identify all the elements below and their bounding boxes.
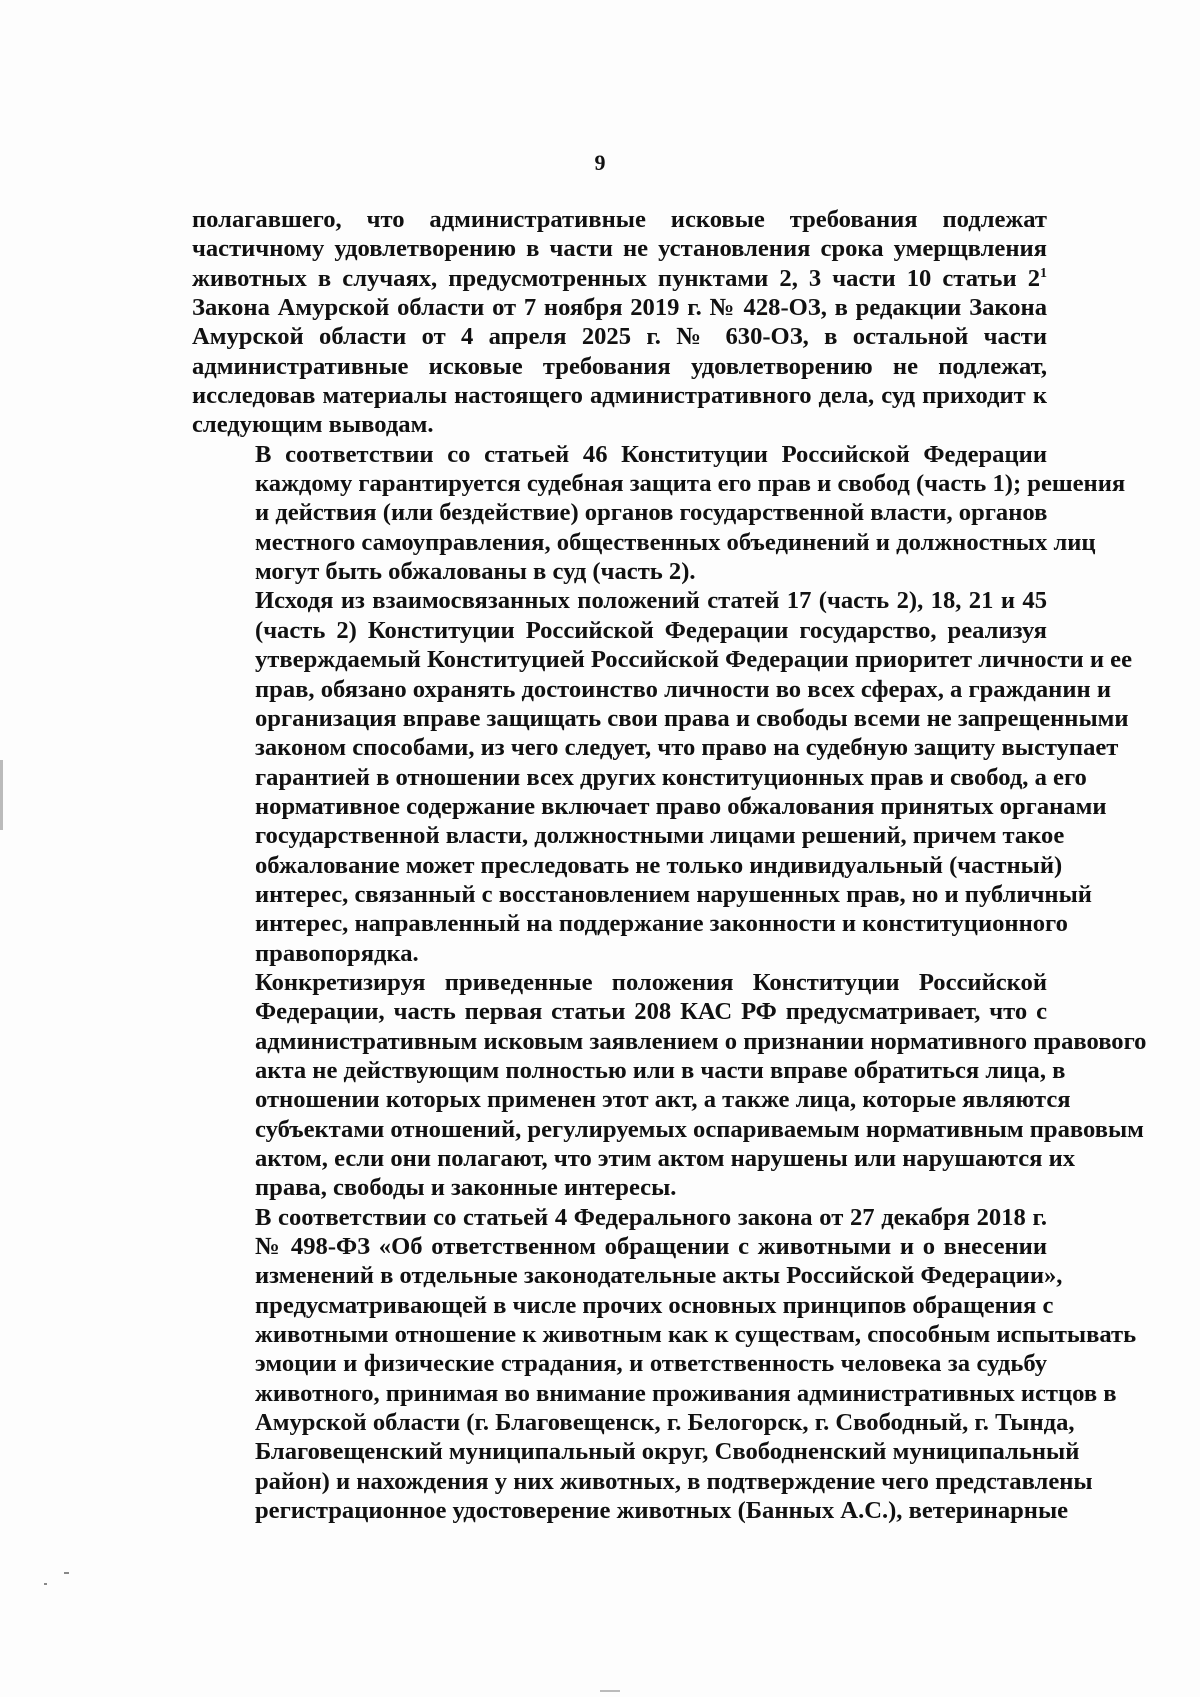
text-line: животного, принимая во внимание проживания административных истцов в (255, 1379, 1117, 1407)
text-line: № 498-ФЗ «Об ответственном обращении с животными и о внесении (255, 1233, 1047, 1261)
text-line: Федерации, часть первая статьи 208 КАС РФ предусматривает, что с (255, 998, 1047, 1026)
scan-artifact-dot (44, 1583, 47, 1585)
paragraph (192, 968, 1147, 1203)
text-line: исследовав материалы настоящего административного дела, суд приходит к (192, 382, 1047, 410)
text-line: изменений в отдельные законодательные акты Российской Федерации», (255, 1262, 1063, 1290)
paragraph (192, 205, 1047, 440)
text-line: животными отношение к животным как к существам, способным испытывать (255, 1321, 1137, 1349)
text-line: правопорядка. (255, 939, 419, 967)
text-line: эмоции и физические страдания, и ответственность человека за судьбу (255, 1350, 1047, 1378)
text-line: следующим выводам. (192, 411, 434, 439)
text-line: нормативное содержание включает право обжалования принятых органами (255, 792, 1107, 820)
text-line: (часть 2) Конституции Российской Федерации государство, реализуя (255, 616, 1047, 644)
scan-artifact-left-edge (0, 760, 3, 830)
text-line: интерес, связанный с восстановлением нарушенных прав, но и публичный (255, 880, 1092, 908)
text-line: животных в случаях, предусмотренных пунктами 2, 3 части 10 статьи $2^1$ (192, 264, 1047, 292)
text-line: предусматривающей в числе прочих основных принципов обращения с (255, 1291, 1054, 1319)
text-line: и действия (или бездействие) органов государственной власти, органов (255, 499, 1048, 527)
text-line: утверждаемый Конституцией Российской Федерации приоритет личности и ее (255, 646, 1133, 674)
text-line: актом, если они полагают, что этим актом нарушены или нарушаются их (255, 1145, 1076, 1172)
text-line: административным исковым заявлением о признании нормативного правового (255, 1027, 1147, 1055)
text-line: Исходя из взаимосвязанных положений статей 17 (часть 2), 18, 21 и 45 (255, 587, 1047, 615)
text-line: субъектами отношений, регулируемых оспариваемым нормативным правовым (255, 1115, 1144, 1143)
paragraph (192, 586, 1133, 967)
page-number: 9 (594, 150, 606, 175)
text-line: местного самоуправления, общественных объединений и должностных лиц (255, 528, 1096, 556)
text-line: Амурской области от 4 апреля 2025 г. № 630-ОЗ, в остальной части (192, 323, 1047, 351)
text-line: организация вправе защищать свои права и свободы всеми не запрещенными (255, 704, 1129, 732)
text-line: Конкретизируя приведенные положения Конституции Российской (255, 968, 1047, 996)
text-line: акта не действующим полностью или в части вправе обратиться лица, в (255, 1056, 1066, 1084)
document-body (192, 205, 1147, 1525)
paragraph (192, 1203, 1137, 1526)
paragraph (192, 440, 1126, 587)
text-line: административные исковые требования удовлетворению не подлежат, (192, 352, 1047, 380)
superscript: 1 (1040, 265, 1047, 281)
text-line: Амурской области (г. Благовещенск, г. Белогорск, г. Свободный, г. Тында, (255, 1409, 1075, 1437)
text-line: интерес, направленный на поддержание законности и конституционного (255, 910, 1068, 938)
text-line: каждому гарантируется судебная защита его прав и свобод (часть 1); решения (255, 470, 1126, 498)
text-line: регистрационное удостоверение животных (Банных А.С.), ветеринарные (255, 1497, 1069, 1525)
text-line: прав, обязано охранять достоинство личности во всех сферах, а гражданин и (255, 675, 1112, 703)
text-line: государственной власти, должностными лицами решений, причем такое (255, 822, 1065, 850)
text-line: обжалование может преследовать не только индивидуальный (частный) (255, 851, 1063, 879)
text-line: могут быть обжалованы в суд (часть 2). (255, 558, 696, 586)
text-line: гарантией в отношении всех других конституционных прав и свобод, а его (255, 763, 1087, 791)
text-line: В соответствии со статьей 4 Федерального закона от 27 декабря 2018 г. (255, 1203, 1047, 1231)
text-line: Закона Амурской области от 7 ноября 2019 г. № 428-ОЗ, в редакции Закона (192, 294, 1047, 322)
scan-artifact-dot (64, 1572, 69, 1574)
text-line: район) и нахождения у них животных, в подтверждение чего представлены (255, 1467, 1093, 1495)
text-line: В соответствии со статьей 46 Конституции Российской Федерации (255, 440, 1047, 468)
text-line: полагавшего, что административные исковые требования подлежат (192, 206, 1047, 233)
text-line: Благовещенский муниципальный округ, Свободненский муниципальный (255, 1438, 1080, 1466)
text-line: права, свободы и законные интересы. (255, 1174, 677, 1202)
text-line: частичному удовлетворению в части не установления срока умерщвления (192, 235, 1047, 263)
text-line: законом способами, из чего следует, что право на судебную защиту выступает (255, 734, 1119, 762)
scan-artifact-bottom (600, 1690, 620, 1692)
text-line: отношении которых применен этот акт, а также лица, которые являются (255, 1086, 1071, 1114)
